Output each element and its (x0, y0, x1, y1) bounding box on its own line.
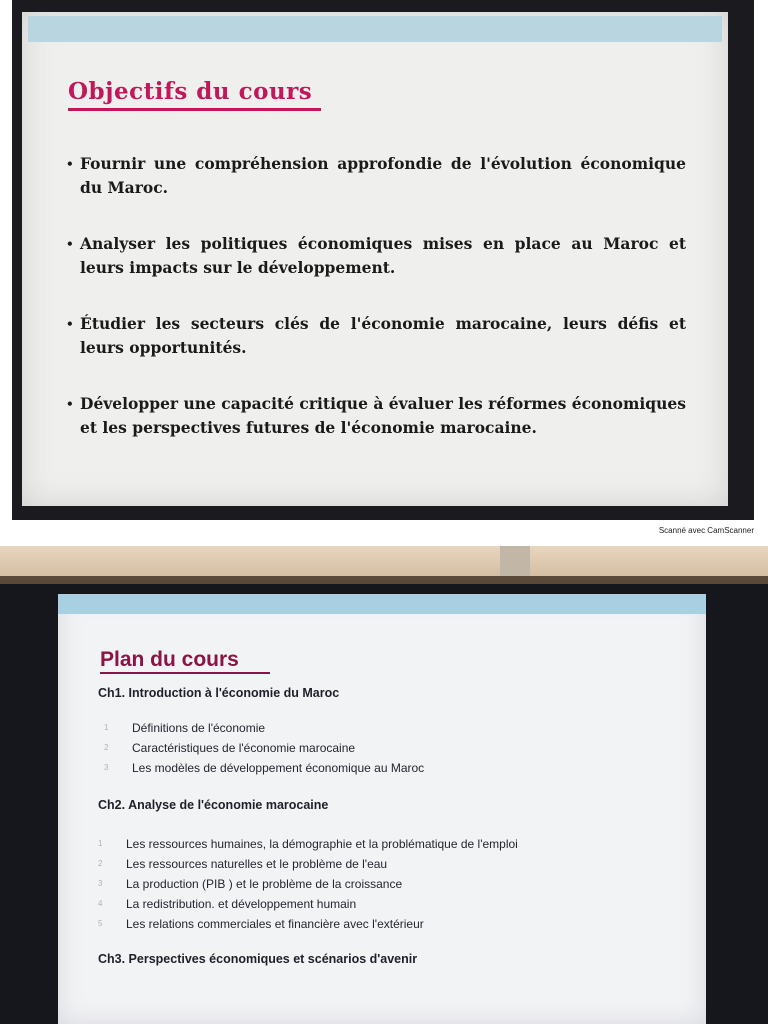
title-underline (100, 672, 270, 674)
wall-post (500, 546, 530, 580)
item-number: 2 (104, 743, 109, 752)
photo-margin-left (0, 0, 12, 520)
item-number: 2 (98, 859, 103, 868)
chapter-2-items (98, 834, 518, 934)
photo-margin-right (754, 0, 768, 520)
item-text: La production (PIB ) et le problème de la croissance (126, 877, 403, 891)
item-text: Les ressources naturelles et le problème de l'eau (126, 857, 388, 871)
list-item (98, 914, 518, 934)
item-text: Les modèles de développement économique au Maroc (132, 761, 425, 775)
chapter-3-title: Ch3. Perspectives économiques et scénarios d'avenir (98, 952, 418, 966)
objective-item (66, 392, 686, 440)
wall-background (0, 546, 768, 576)
slide-header-bar (28, 16, 722, 42)
bullet-icon: • (66, 157, 74, 171)
chapter-1-title: Ch1. Introduction à l'économie du Maroc (98, 686, 340, 700)
projection-screen-objectifs (22, 12, 728, 506)
bullet-icon: • (66, 397, 74, 411)
chapter-1-items (104, 718, 425, 778)
slide-title-plan: Plan du cours (100, 648, 239, 671)
objective-text: Fournir une compréhension approfondie de l'évolution économique du Maroc. (80, 154, 686, 197)
bullet-icon: • (66, 237, 74, 251)
item-number: 1 (98, 839, 103, 848)
list-item (104, 738, 424, 758)
item-number: 1 (104, 723, 109, 732)
list-item (98, 854, 518, 874)
item-text: Les ressources humaines, la démographie et la problématique de l'emploi (126, 837, 518, 851)
item-number: 3 (98, 879, 103, 888)
slide-title-objectifs: Objectifs du cours (68, 78, 313, 105)
list-item (98, 834, 518, 854)
bullet-icon: • (66, 317, 74, 331)
item-number: 3 (104, 763, 109, 772)
item-number: 5 (98, 919, 103, 928)
item-number: 4 (98, 899, 103, 908)
list-item (104, 718, 424, 738)
photo-plan-slide (0, 546, 768, 1024)
list-item (98, 894, 518, 914)
list-item (104, 758, 425, 778)
slide-header-bar (58, 594, 706, 614)
item-text: Les relations commerciales et financière avec l'extérieur (126, 917, 424, 931)
title-underline (68, 108, 321, 111)
objective-item (66, 152, 686, 200)
projection-screen-plan (58, 594, 706, 1024)
list-item (98, 874, 518, 894)
item-text: Caractéristiques de l'économie marocaine (132, 741, 356, 755)
chapter-2-title: Ch2. Analyse de l'économie marocaine (98, 798, 329, 812)
item-text: Définitions de l'économie (132, 721, 266, 735)
objective-text: Étudier les secteurs clés de l'économie marocaine, leurs défis et leurs opportunités. (80, 314, 686, 357)
screen-frame-top (0, 576, 768, 584)
objectives-list (66, 152, 686, 472)
objective-item (66, 312, 686, 360)
objective-text: Analyser les politiques économiques mises en place au Maroc et leurs impacts sur le développement. (80, 234, 686, 277)
scanner-watermark: Scanné avec CamScanner (658, 526, 754, 535)
objective-text: Développer une capacité critique à évaluer les réformes économiques et les perspectives futures de l'économie marocaine. (80, 394, 686, 437)
objective-item (66, 232, 686, 280)
item-text: La redistribution. et développement humain (126, 897, 357, 911)
